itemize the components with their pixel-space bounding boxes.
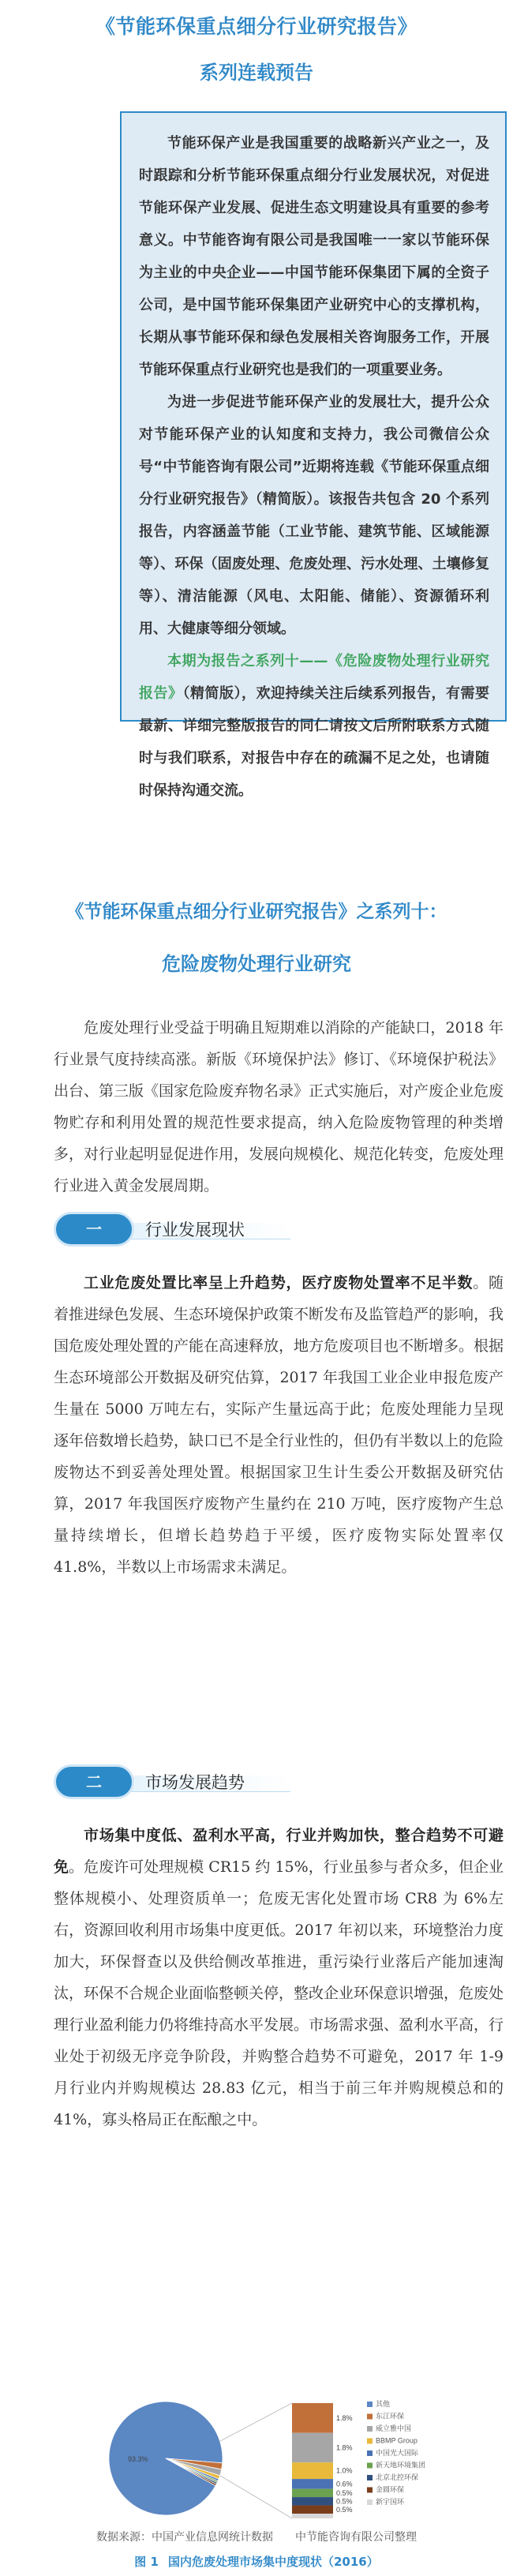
section-1-header [54, 1209, 290, 1249]
legend-swatch [367, 2475, 373, 2480]
section-1-text: 。随着推进绿色发展、生态环境保护政策不断发布及监管趋严的影响，我国危废处理处置的产能在高速释放，地方危废项目也不断增多。根据生态环境部公开数据及研究估算，2017 年我国工业企业申报危废产生量在 5000 万吨左右，实际产生量远高于此；危废处理能力呈现逐年倍数增长趋势，缺口已不是全行业性的，但仍有半数以上的危险废物达不到妥善处理处置。根据国家卫生计生委公开数据及研究估算，2017 年我国医疗废物产生量约在 210 万吨，医疗废物产生总量持续增长，但增长趋势趋于平缓，医疗废物实际处置率仅 41.8%，半数以上市场需求未满足。 [54, 1274, 504, 1576]
figure-caption: 国内危废处理市场集中度现状（2016） [167, 2555, 379, 2569]
legend-item: BBMP Group [376, 2436, 418, 2445]
section-2-text: 。危废许可处理规模 CR15 约 15%，行业虽参与者众多，但企业整体规模小、处理资质单一；危废无害化处置市场 CR8 为 6%左右，资源回收利用市场集中度更低。2017 年初以来，环境整治力度加大，环保督查以及供给侧改革推进，重污染行业落后产能加速淘汰，环保不合规企业面临整顿关停，整改企业环保意识增强，危废处理行业盈利能力仍将维持高水平发展。市场需求强、盈利水平高，行业处于初级无序竞争阶段，并购整合趋势不可避免，2017 年 1-9 月行业内并购规模达 28.83 亿元，相当于前三年并购规模总和的 41%，寡头格局正在酝酿之中。 [54, 1858, 504, 2128]
bar-segment-label: 0.6% [336, 2480, 353, 2488]
bar-segment [292, 2489, 333, 2497]
source-label: 数据来源：中国产业信息网统计数据 [96, 2531, 273, 2544]
bar-segment [292, 2433, 333, 2463]
report-title: 《节能环保重点细分行业研究报告》 [95, 15, 418, 38]
legend-item: 新宇国环 [376, 2498, 405, 2506]
section-2-number: 二 [54, 1764, 134, 1799]
legend-item: 威立雅中国 [376, 2424, 412, 2432]
bar-segment [292, 2514, 333, 2518]
chart-caption [0, 2553, 513, 2570]
legend-swatch [367, 2450, 373, 2456]
connector-line [219, 2403, 292, 2441]
source-org: 中节能咨询有限公司整理 [295, 2531, 417, 2544]
legend-swatch [367, 2426, 373, 2432]
bar-segment-label: 1.0% [336, 2466, 353, 2475]
bar-segment [292, 2506, 333, 2514]
section-1-label: 行业发展现状 [145, 1221, 245, 1239]
section-2-label: 市场发展趋势 [145, 1773, 245, 1792]
legend-item: 中国光大国际 [376, 2449, 419, 2457]
legend-swatch [367, 2414, 373, 2420]
notice-paragraph-2: 为进一步促进节能环保产业的发展壮大，提升公众对节能环保产业的认知度和支持力，我公司微信公众号“中节能咨询有限公司”近期将连载《节能环保重点细分行业研究报告》（精简版）。该报告共包含 20 个系列报告，内容涵盖节能（工业节能、建筑节能、区域能源等）、环保（固废处理、危废处理、污水处理、土壤修复等）、清洁能源（风电、太阳能、储能）、资源循环利用、大健康等细分领域。 [139, 394, 489, 637]
legend-swatch [367, 2402, 373, 2407]
series-title: 《节能环保重点细分行业研究报告》之系列十： [66, 902, 447, 922]
bar-segment-label: 0.5% [336, 2488, 353, 2497]
legend-item: 金圆环保 [376, 2485, 405, 2494]
notice-paragraph-3 [139, 645, 489, 807]
chart-source [0, 2529, 513, 2544]
notice-paragraph-1: 节能环保产业是我国重要的战略新兴产业之一，及时跟踪和分析节能环保重点细分行业发展状况，对促进节能环保产业发展、促进生态文明建设具有重要的参考意义。中节能咨询有限公司是我国唯一一家以节能环保为主业的中央企业——中国节能环保集团下属的全资子公司，是中国节能环保集团产业研究中心的支撑机构，长期从事节能环保和绿色发展相关咨询服务工作，开展节能环保重点行业研究也是我们的一项重要业务。 [139, 135, 489, 378]
bar-segment [292, 2462, 333, 2479]
legend-item: 北京北控环保 [376, 2473, 419, 2481]
bar-segment [292, 2497, 333, 2505]
bar-segment-label: 1.8% [336, 2443, 353, 2452]
section-2-lead: 市场集中度低、盈利水平高，行业并购加快，整合趋势不可避免 [54, 1827, 504, 1876]
figure-label: 图 1 [134, 2555, 159, 2569]
connector-line [219, 2476, 292, 2518]
legend-swatch [367, 2439, 373, 2444]
bar-segment [292, 2403, 333, 2433]
legend-item: 其他 [376, 2400, 391, 2408]
legend-swatch [367, 2463, 373, 2469]
bar-segment-label: 1.8% [336, 2413, 353, 2422]
bar-segment [292, 2479, 333, 2489]
market-concentration-chart [95, 2397, 458, 2519]
section-2-header [54, 1762, 290, 1802]
pie-label: 93.3% [128, 2455, 148, 2463]
notice-highlight: 本期为报告之系列十——《危险废物处理行业研究报告》 [139, 653, 489, 702]
report-subtitle: 系列连载预告 [200, 62, 313, 84]
bar-segment-label: 0.5% [336, 2497, 353, 2506]
section-1-number: 一 [54, 1212, 134, 1247]
section-1-lead: 工业危废处置比率呈上升趋势，医疗废物处置率不足半数 [84, 1274, 474, 1292]
legend-swatch [367, 2499, 373, 2505]
notice-box [120, 111, 507, 799]
notice-rest: （精简版），欢迎持续关注后续系列报告，有需要最新、详细完整版报告的同仁请按文后所附联系方式随时与我们联系，对报告中存在的疏漏不足之处，也请随时保持沟通交流。 [139, 685, 489, 799]
series-subtitle: 危险废物处理行业研究 [162, 953, 351, 975]
legend-swatch [367, 2488, 373, 2493]
bar-segment-label: 0.5% [336, 2505, 353, 2514]
section-1-paragraph [54, 1267, 504, 1583]
legend-item: 东江环保 [376, 2412, 405, 2420]
pie-chart-svg [95, 2397, 458, 2519]
section-2-paragraph [54, 1820, 504, 2135]
intro-paragraph: 危废处理行业受益于明确且短期难以消除的产能缺口，2018 年行业景气度持续高涨。新版《环境保护法》修订、《环境保护税法》出台、第三版《国家危险废弃物名录》正式实施后，对产废企业危废物贮存和利用处置的规范性要求提高，纳入危险废物管理的种类增多，对行业起明显促进作用，发展向规模化、规范化转变，危废处理行业进入黄金发展周期。 [54, 1019, 504, 1194]
legend-item: 新天地环境集团 [376, 2461, 426, 2469]
